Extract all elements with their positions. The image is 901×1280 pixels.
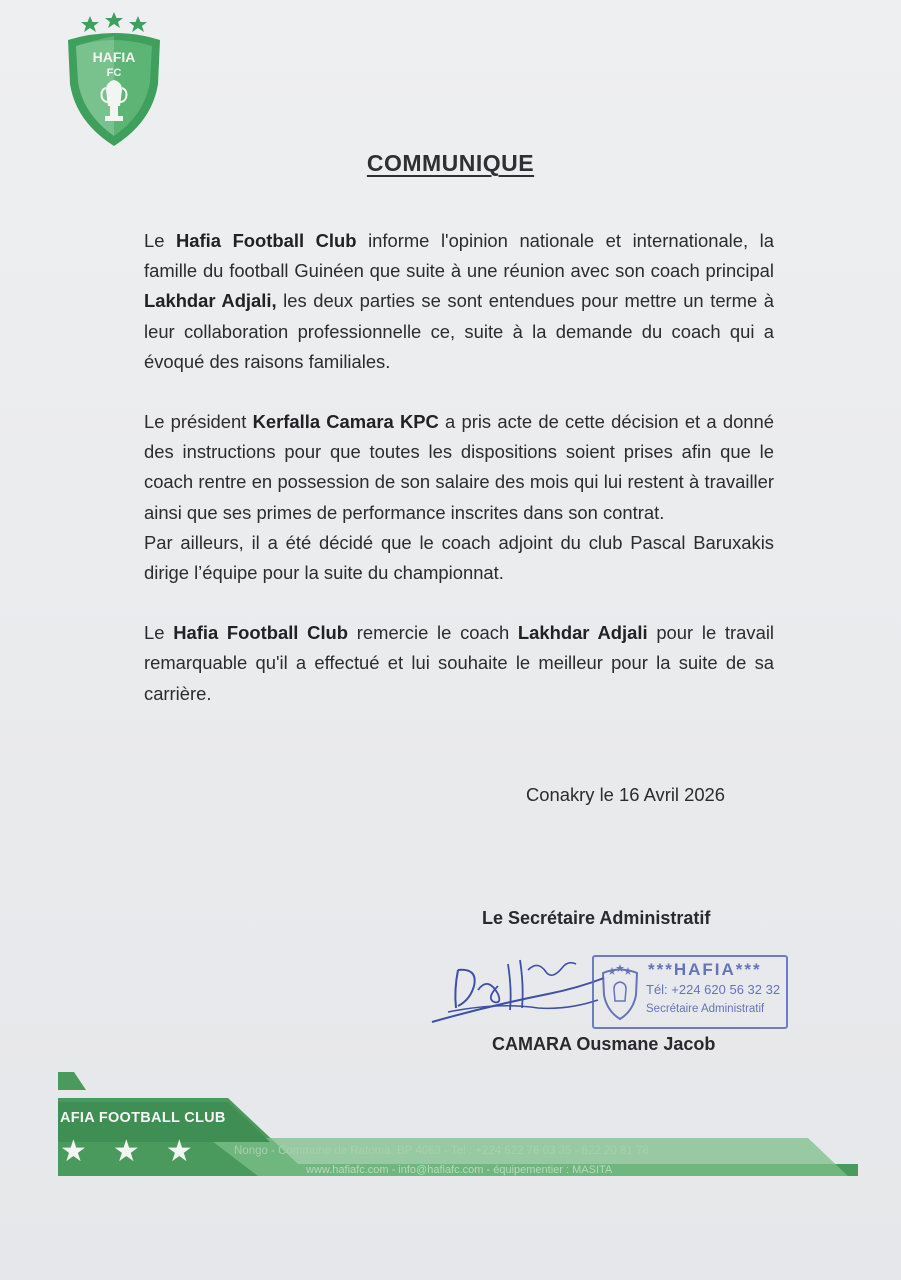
footer-web-contacts: www.hafiafc.com - info@hafiafc.com - équipementier : MASITA xyxy=(306,1164,613,1176)
handwritten-signature xyxy=(428,950,608,1030)
p1-text-3: les deux parties se sont entendues pour mettre un terme à leur collaboration professionnelle ce, suite à la demande du coach qui a évoqué des raisons familiales. xyxy=(144,290,775,372)
signer-role-title: Le Secrétaire Administratif xyxy=(482,908,711,928)
paragraph-2 xyxy=(144,407,774,528)
star-icon: ★ xyxy=(60,1135,87,1168)
stamp-club-name: ***HAFIA*** xyxy=(648,960,762,979)
stamp-role: Secrétaire Administratif xyxy=(646,1003,765,1015)
p4-bold-coach: Lakhdar Adjali xyxy=(517,622,648,644)
document-title-text: COMMUNIQUE xyxy=(366,150,535,176)
footer-stars xyxy=(58,1132,210,1172)
hafia-fc-logo xyxy=(62,12,166,148)
p2-text-2: a pris acte de cette décision et a donné des instructions pour que toutes les dispositions soient prises afin que le coach rentre en possession de son salaire des mois qui lui restent à travailler ainsi que ses primes de performance inscrites dans son contrat. xyxy=(144,411,774,523)
paragraph-1 xyxy=(144,226,774,377)
p4-bold-club: Hafia Football Club xyxy=(173,622,349,644)
footer-club-name: AFIA FOOTBALL CLUB xyxy=(60,1110,226,1126)
logo-text-top: HAFIA xyxy=(92,49,136,65)
document-title xyxy=(0,150,901,177)
logo-text-bottom: FC xyxy=(106,67,122,79)
official-stamp xyxy=(592,955,788,1029)
signature-icon xyxy=(428,950,608,1030)
p2-text-1: Le président xyxy=(144,411,253,433)
communique-body xyxy=(144,226,774,709)
signer-name: CAMARA Ousmane Jacob xyxy=(492,1034,716,1054)
p4-text-2: remercie le coach xyxy=(348,622,518,644)
p4-text-3: pour le travail remarquable qu'il a effectué et lui souhaite le meilleur pour la suite de sa carrière. xyxy=(144,622,774,704)
date-line: Conakry le 16 Avril 2026 xyxy=(526,784,726,805)
p2-bold-president: Kerfalla Camara KPC xyxy=(252,411,439,433)
stamp-crest-icon xyxy=(600,963,640,1021)
paragraph-4 xyxy=(144,618,774,709)
hafia-fc-crest-icon xyxy=(62,12,166,148)
paragraph-3: Par ailleurs, il a été décidé que le coach adjoint du club Pascal Baruxakis dirige l’équipe pour la suite du championnat. xyxy=(144,531,774,584)
p1-bold-coach: Lakhdar Adjali, xyxy=(144,290,277,312)
p1-text-2: informe l'opinion nationale et internationale, la famille du football Guinéen que suite à une réunion avec son coach principal xyxy=(144,230,774,282)
footer-address: Nongo - Commune de Ratoma, BP 4063 - Tel : +224 622 76 03 35 - 622 20 81 78 xyxy=(234,1145,649,1157)
star-icon: ★ xyxy=(112,1135,140,1168)
stamp-phone: Tél: +224 620 56 32 32 xyxy=(646,982,781,997)
letterhead-footer xyxy=(58,1072,858,1182)
star-icon: ★ xyxy=(165,1135,193,1168)
p4-text-1: Le xyxy=(144,622,174,644)
p1-bold-club: Hafia Football Club xyxy=(176,230,357,251)
p1-text-1: Le xyxy=(144,230,177,251)
